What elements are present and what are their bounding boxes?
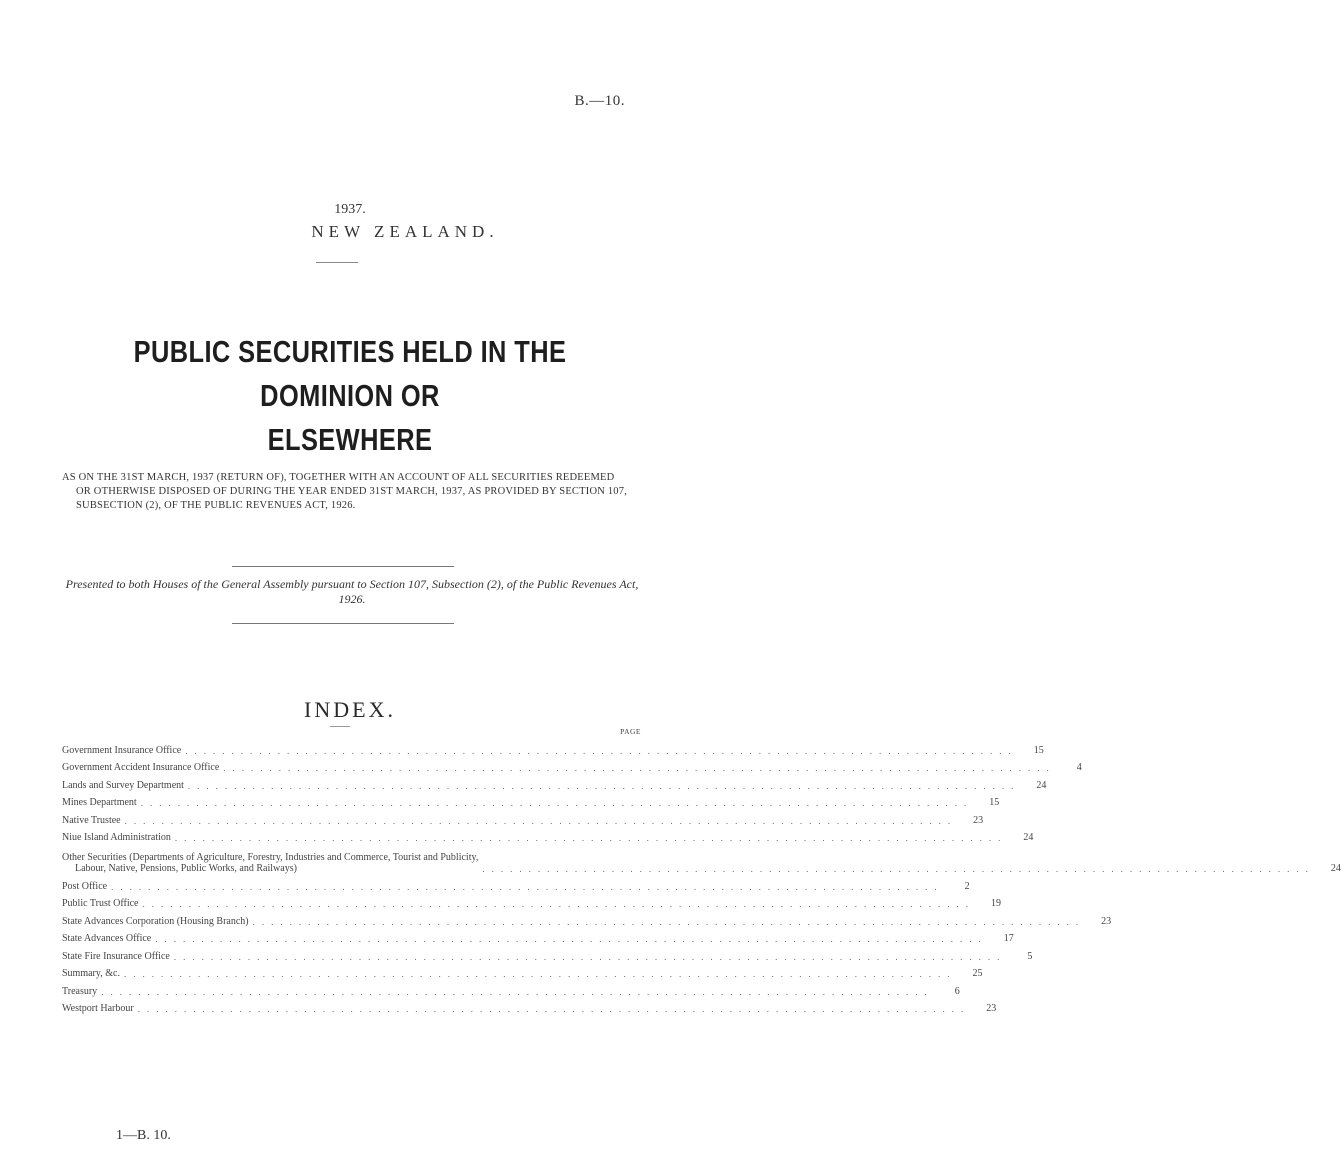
- country: NEW ZEALAND.: [311, 222, 499, 241]
- index-entry: [62, 843, 1341, 874]
- signature-mark: 1—B. 10.: [116, 1128, 171, 1143]
- index-entry-page: 23: [1101, 915, 1112, 927]
- index-list: [62, 738, 1341, 1014]
- index-entry-label: State Fire Insurance Office: [62, 950, 170, 962]
- leader-dots: ..........................................................................................: [174, 833, 1008, 843]
- index-entry-page: 4: [1076, 762, 1082, 773]
- index-entry: [62, 791, 1000, 809]
- index-entry: [62, 892, 1001, 910]
- index-entry-label: Native Trustee: [62, 814, 121, 826]
- document-reference: B.—10.: [574, 93, 625, 109]
- divider: [232, 623, 454, 624]
- index-entry-page: 25: [972, 968, 983, 979]
- index-entry-label: Summary, &c.: [62, 968, 120, 979]
- index-entry-label: [62, 852, 478, 874]
- index-entry: [62, 874, 970, 892]
- index-entry: [62, 927, 1014, 945]
- leader-dots: ..........................................................................................: [101, 986, 934, 997]
- index-entry-page: 6: [954, 985, 960, 997]
- index-entry-label: Government Insurance Office: [62, 744, 182, 756]
- index-entry-label: Mines Department: [62, 797, 137, 808]
- leader-dots: ..........................................................................................: [185, 745, 1018, 756]
- leader-dots: ..........................................................................................: [137, 1004, 971, 1014]
- index-entry-page: 23: [973, 814, 984, 826]
- leader-dots: ..........................................................................................: [173, 951, 1007, 962]
- index-entry-page: 23: [986, 1003, 997, 1014]
- index-entry: [62, 808, 984, 826]
- index-entry: [62, 826, 1034, 844]
- index-entry-page: 5: [1027, 950, 1033, 962]
- document-subtitle: [62, 471, 632, 513]
- index-entry-label: Westport Harbour: [62, 1003, 134, 1014]
- index-entry-label: Post Office: [62, 880, 108, 892]
- year: 1937.: [334, 202, 366, 217]
- index-entry-page: 2: [964, 880, 970, 892]
- index-entry-label-line-2: Labour, Native, Pensions, Public Works, and Railways): [75, 863, 297, 874]
- index-entry-page: 24: [1036, 779, 1047, 791]
- subtitle-text: AS ON THE 31ST MARCH, 1937 (RETURN OF), TOGETHER WITH AN ACCOUNT OF ALL SECURITIES REDEEMED OR OTHERWISE DISPOSED OF DURING THE YEAR ENDED 31ST MARCH, 1937, AS PROVIDED BY SECTION 107, SUBSECTION (2), OF THE PUBLIC REVENUES ACT, 1926.: [62, 472, 628, 511]
- index-entry-label: Lands and Survey Department: [62, 779, 184, 791]
- index-entry: [62, 997, 997, 1015]
- index-entry-page: 15: [989, 797, 1000, 808]
- index-entry-label: Government Accident Insurance Office: [62, 762, 220, 773]
- index-entry: [62, 909, 1112, 927]
- divider: [316, 262, 358, 263]
- index-entry: [62, 979, 960, 997]
- leader-dots: ..........................................................................................: [223, 763, 1056, 773]
- index-entry: [62, 944, 1033, 962]
- index-entry: [62, 962, 983, 980]
- index-entry-label-line-1: Other Securities (Departments of Agriculture, Forestry, Industries and Commerce, Tourist and Publicity,: [62, 852, 479, 863]
- leader-dots: ..........................................................................................: [140, 798, 974, 808]
- divider: [232, 566, 454, 567]
- leader-dots: ..........................................................................................: [124, 815, 958, 826]
- title-line-1: PUBLIC SECURITIES HELD IN THE DOMINION OR: [133, 334, 567, 413]
- index-entry-label: State Advances Office: [62, 933, 152, 944]
- index-entry-page: 19: [991, 898, 1001, 909]
- index-entry-page: 24: [1023, 832, 1034, 843]
- page-column-header: PAGE: [620, 727, 641, 736]
- index-entry: [62, 773, 1047, 791]
- index-entry-label: Public Trust Office: [62, 898, 139, 909]
- index-entry: [62, 738, 1044, 756]
- leader-dots: ..........................................................................................: [187, 780, 1021, 791]
- index-entry-page: 17: [1003, 933, 1014, 944]
- index-entry-label: State Advances Corporation (Housing Branch): [62, 915, 249, 927]
- index-entry-page: 24: [1330, 863, 1341, 874]
- leader-dots: ..........................................................................................: [252, 916, 1086, 927]
- presented-statement: Presented to both Houses of the General Assembly pursuant to Section 107, Subsection (2), of the Public Revenues Act, 1926.: [65, 577, 639, 606]
- index-entry-page: 15: [1033, 744, 1044, 756]
- index-title: INDEX.: [304, 697, 396, 722]
- index-entry-label: Treasury: [62, 985, 98, 997]
- leader-dots: ..........................................................................................: [155, 934, 988, 944]
- leader-dots: ..........................................................................................: [123, 969, 957, 979]
- divider: [330, 726, 350, 727]
- title-line-2: ELSEWHERE: [267, 422, 433, 457]
- leader-dots: ..........................................................................................: [111, 881, 944, 892]
- leader-dots: ..........................................................................................: [482, 864, 1315, 874]
- leader-dots: ..........................................................................................: [142, 899, 975, 909]
- index-entry: [62, 756, 1082, 774]
- index-entry-label: Niue Island Administration: [62, 832, 171, 843]
- document-title: [120, 330, 579, 462]
